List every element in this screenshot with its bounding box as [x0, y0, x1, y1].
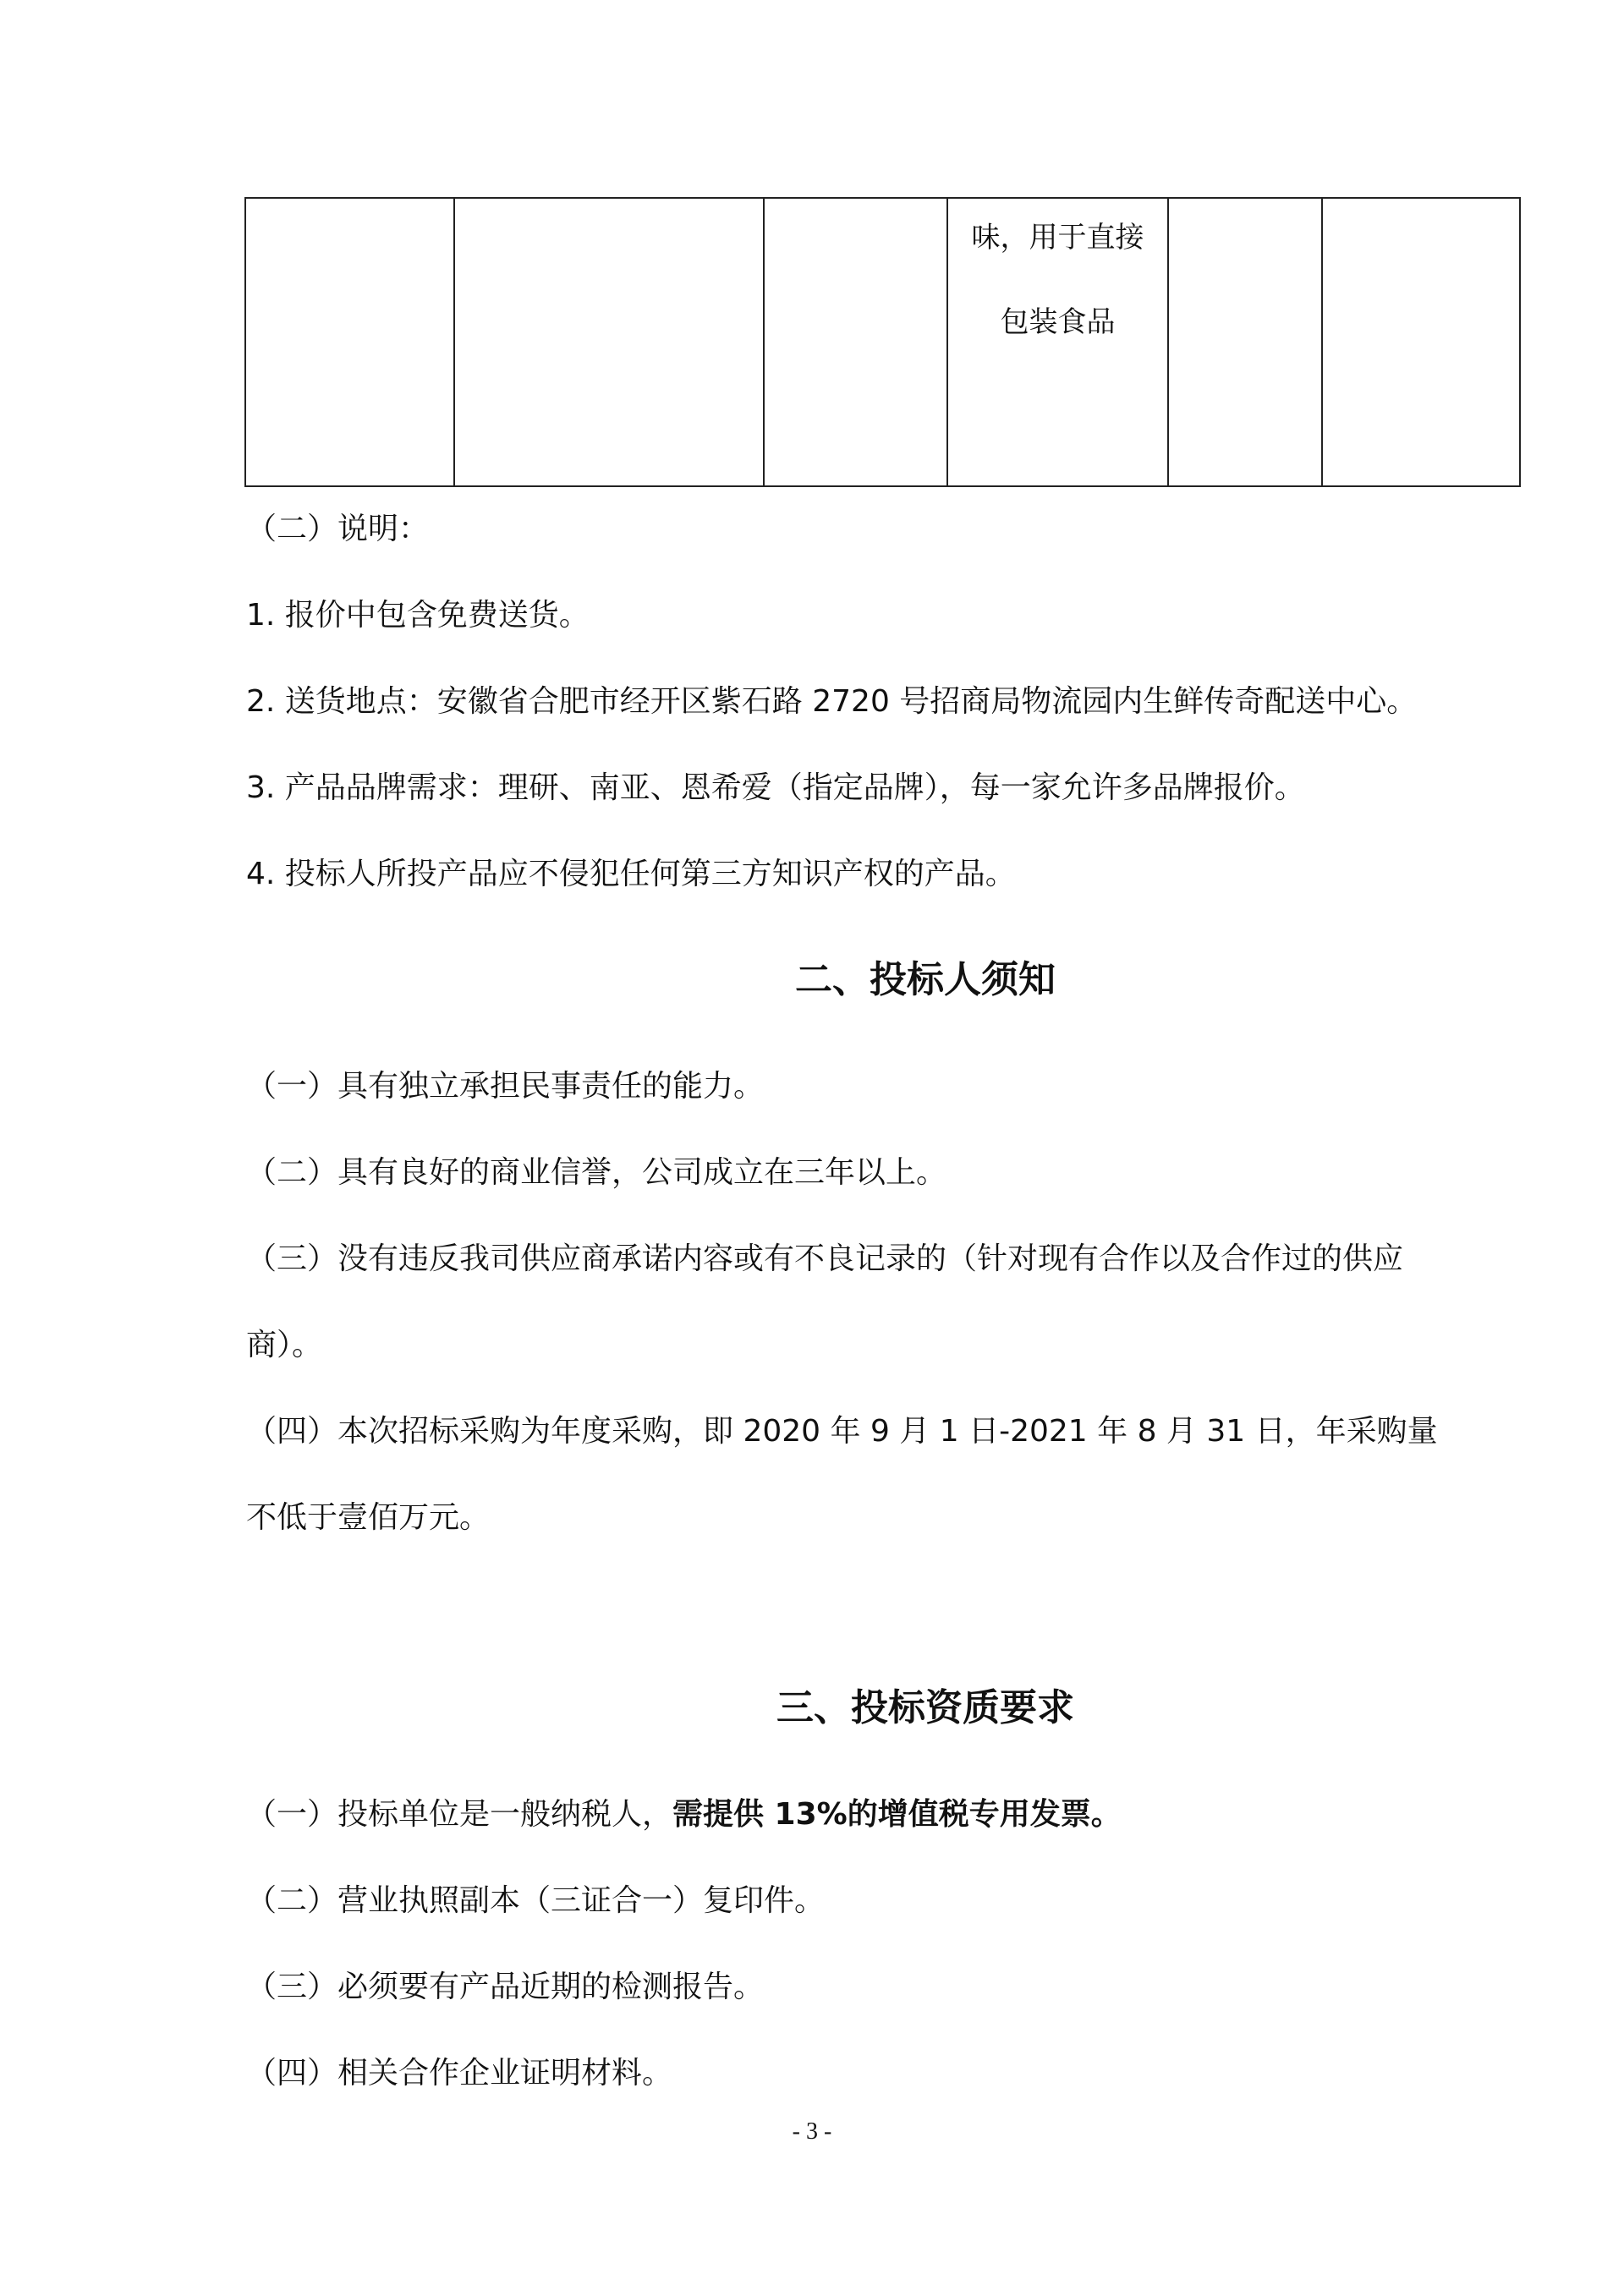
table-cell-description — [947, 198, 1168, 486]
paragraph-text: （一）投标单位是一般纳税人， — [246, 1797, 673, 1832]
table-row — [245, 198, 1520, 486]
note-item: 2. 送货地点：安徽省合肥市经开区紫石路 2720 号招商局物流园内生鲜传奇配送中心。 — [246, 684, 1418, 719]
cell-text-line: 包装食品 — [1000, 305, 1116, 339]
table-cell — [1322, 198, 1520, 486]
table-cell — [1168, 198, 1322, 486]
note-item: 4. 投标人所投产品应不侵犯任何第三方知识产权的产品。 — [246, 857, 1016, 891]
note-item: 1. 报价中包含免费送货。 — [246, 598, 590, 633]
paragraph: （一）具有独立承担民事责任的能力。 — [246, 1069, 765, 1104]
cell-text-line: 味，用于直接 — [971, 221, 1144, 255]
note-item: 3. 产品品牌需求：理研、南亚、恩希爱（指定品牌），每一家允许多品牌报价。 — [246, 770, 1305, 805]
paragraph: （二）营业执照副本（三证合一）复印件。 — [246, 1883, 826, 1918]
paragraph — [246, 1795, 1122, 1835]
emphasis-text: 需提供 13%的增值税专用发票。 — [672, 1797, 1122, 1832]
paragraph: （四）相关合作企业证明材料。 — [246, 2056, 673, 2091]
notes-heading: （二）说明： — [246, 512, 430, 546]
section-title: 二、投标人须知 — [795, 958, 1056, 1001]
paragraph: （四）本次招标采购为年度采购，即 2020 年 9 月 1 日-2021 年 8 月 31 日，年采购量 — [246, 1414, 1438, 1449]
page-number: - 3 - — [792, 2118, 832, 2145]
paragraph: （二）具有良好的商业信誉，公司成立在三年以上。 — [246, 1155, 947, 1190]
table-cell — [454, 198, 764, 486]
table-cell — [764, 198, 947, 486]
paragraph: 商）。 — [246, 1328, 323, 1362]
section-title: 三、投标资质要求 — [776, 1686, 1074, 1729]
continuation-table — [244, 197, 1521, 487]
paragraph: （三）必须要有产品近期的检测报告。 — [246, 1970, 765, 2004]
table-cell — [245, 198, 454, 486]
paragraph: （三）没有违反我司供应商承诺内容或有不良记录的（针对现有合作以及合作过的供应 — [246, 1241, 1404, 1276]
paragraph: 不低于壹佰万元。 — [246, 1500, 491, 1535]
